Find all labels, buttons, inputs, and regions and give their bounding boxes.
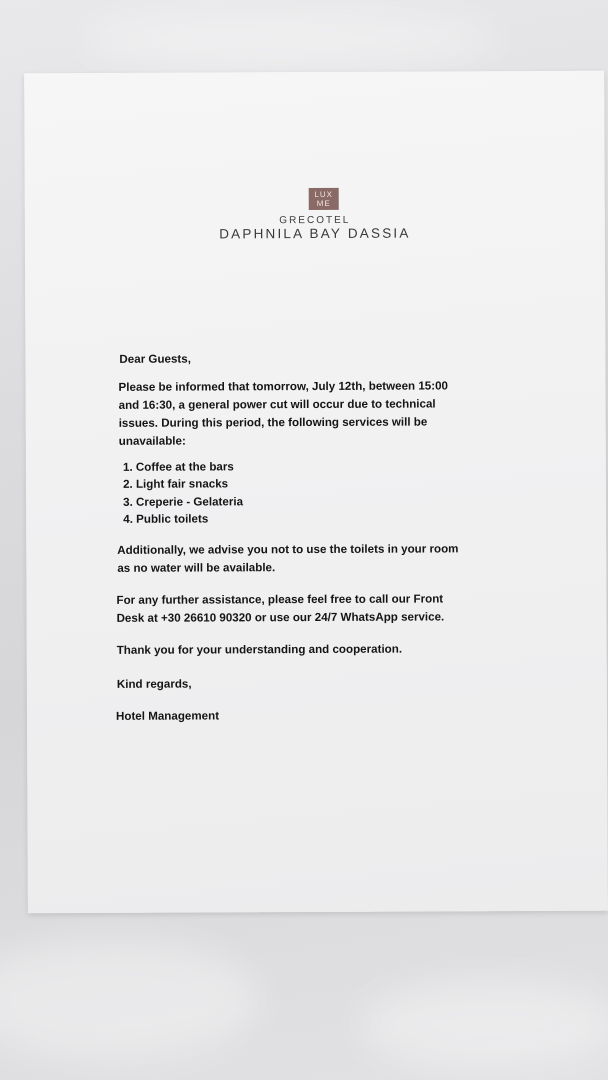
list-item: 2. Light fair snacks bbox=[136, 476, 243, 494]
paragraph-2-line-2: as no water will be available. bbox=[117, 561, 276, 575]
hotel-name: DAPHNILA BAY DASSIA bbox=[219, 225, 411, 242]
cloth-highlight bbox=[360, 980, 608, 1070]
badge-line-2: ME bbox=[316, 198, 331, 208]
closing-line: Kind regards, bbox=[116, 677, 192, 691]
paragraph-3-line-1: For any further assistance, please feel free to call our Front bbox=[116, 592, 444, 607]
letter-body bbox=[24, 71, 608, 914]
list-item: 1. Coffee at the bars bbox=[136, 458, 243, 476]
list-item: 3. Creperie - Gelateria bbox=[136, 493, 243, 511]
paragraph-1-line-1: Please be informed that tomorrow, July 12th, between 15:00 bbox=[118, 379, 449, 394]
greeting: Dear Guests, bbox=[119, 352, 191, 366]
paragraph-2-line-1: Additionally, we advise you not to use the toilets in your room bbox=[117, 542, 459, 557]
thanks-line: Thank you for your understanding and cooperation. bbox=[116, 642, 403, 657]
paragraph-1-line-3: issues. During this period, the following services will be bbox=[118, 415, 428, 430]
paragraph-1-line-4: unavailable: bbox=[118, 434, 186, 448]
services-list bbox=[116, 458, 243, 528]
letter-paper bbox=[24, 71, 608, 914]
list-item: 4. Public toilets bbox=[136, 510, 243, 528]
paragraph-1-line-2: and 16:30, a general power cut will occur due to technical bbox=[118, 397, 436, 412]
paragraph-3-line-2: Desk at +30 26610 90320 or use our 24/7 WhatsApp service. bbox=[116, 610, 445, 625]
badge-line-1: LUX bbox=[314, 189, 334, 200]
cloth-highlight bbox=[0, 940, 260, 1060]
brand-name-small: GRECOTEL bbox=[279, 214, 351, 227]
signature: Hotel Management bbox=[115, 709, 220, 723]
cloth-highlight bbox=[80, 10, 500, 70]
